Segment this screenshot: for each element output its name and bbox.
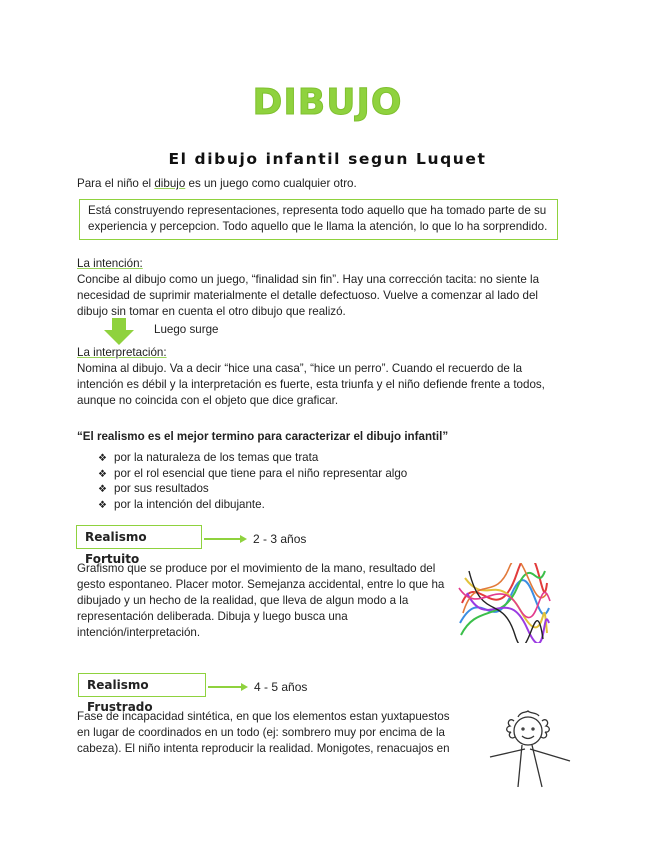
frustrado-age: 4 - 5 años (254, 680, 308, 694)
intencion-section (77, 256, 557, 320)
arrow-line (208, 686, 241, 688)
luego-surge-label: Luego surge (154, 323, 219, 336)
intencion-text: Concibe al dibujo como un juego, “finalidad sin fin”. Hay una corrección tacita: no siente la necesidad de suprimir materialmente el detalle defectuoso. Vuelve a comenzar al lado del dibujo sin tomar en cuenta el otro dibujo que realizó. (77, 273, 540, 318)
realismo-fortuito-tag: Realismo Fortuito (76, 525, 202, 549)
arrow-line (204, 538, 240, 540)
intencion-heading: La intención: (77, 257, 143, 270)
list-item: ❖ por el rol esencial que tiene para el niño representar algo (98, 466, 407, 482)
diamond-bullet-icon: ❖ (98, 468, 107, 480)
fortuito-text: Grafismo que se produce por el movimiento de la mano, resultado del gesto espontaneo. Placer motor. Semejanza accidental, entre lo que ha dibujado y un hecho de la realidad, que lleva de algun modo a la representación deliberada. Dibuja y luego busca una intención/interpretación. (77, 562, 445, 639)
arrow-right-icon (241, 683, 248, 691)
list-item: ❖ por la intención del dibujante. (98, 497, 407, 513)
scribble-drawing-image (457, 563, 551, 643)
interpretacion-section (77, 345, 557, 409)
frustrado-text: Fase de incapacidad sintética, en que los elementos estan yuxtapuestos en lugar de coordinados en un todo (ej: sombrero muy por encima de la cabeza). El niño intenta reproducir la realidad. Monigotes, renacuajos en (77, 710, 450, 755)
list-item: ❖ por sus resultados (98, 481, 407, 497)
fortuito-age: 2 - 3 años (253, 532, 307, 546)
highlight-box (79, 199, 558, 240)
dibujo-word: dibujo (154, 177, 186, 190)
page-title: DIBUJO (252, 82, 403, 123)
realismo-quote: “El realismo es el mejor termino para caracterizar el dibujo infantil” (77, 430, 449, 443)
interpretacion-heading: La interpretación: (77, 346, 167, 359)
intro-paragraph: Para el niño el dibujo es un juego como cualquier otro. (77, 177, 357, 190)
realismo-frustrado-tag: Realismo Frustrado (78, 673, 206, 697)
highlight-box-text: Está construyendo representaciones, representa todo aquello que ha tomado parte de su experiencia y percepcion. Todo aquello que le llama la atención, lo que lo ha sorprendido. (88, 204, 548, 233)
diamond-bullet-icon: ❖ (98, 453, 107, 464)
page-subtitle: El dibujo infantil segun Luquet (168, 150, 487, 168)
child-figure-drawing-image (470, 705, 580, 789)
diamond-bullet-icon: ❖ (98, 484, 107, 495)
interpretacion-text: Nomina al dibujo. Va a decir “hice una casa”, “hice un perro”. Cuando el recuerdo de la intención es débil y la interpretación es fuerte, esta triunfa y el niño defiende frente a todos, aunque no coincida con el objeto que dice graficar. (77, 362, 545, 407)
arrow-right-icon (240, 535, 247, 543)
bullet-list (98, 450, 407, 512)
list-item: ❖ por la naturaleza de los temas que trata (98, 450, 407, 466)
diamond-bullet-icon: ❖ (98, 499, 107, 511)
arrow-down-icon (104, 318, 134, 345)
